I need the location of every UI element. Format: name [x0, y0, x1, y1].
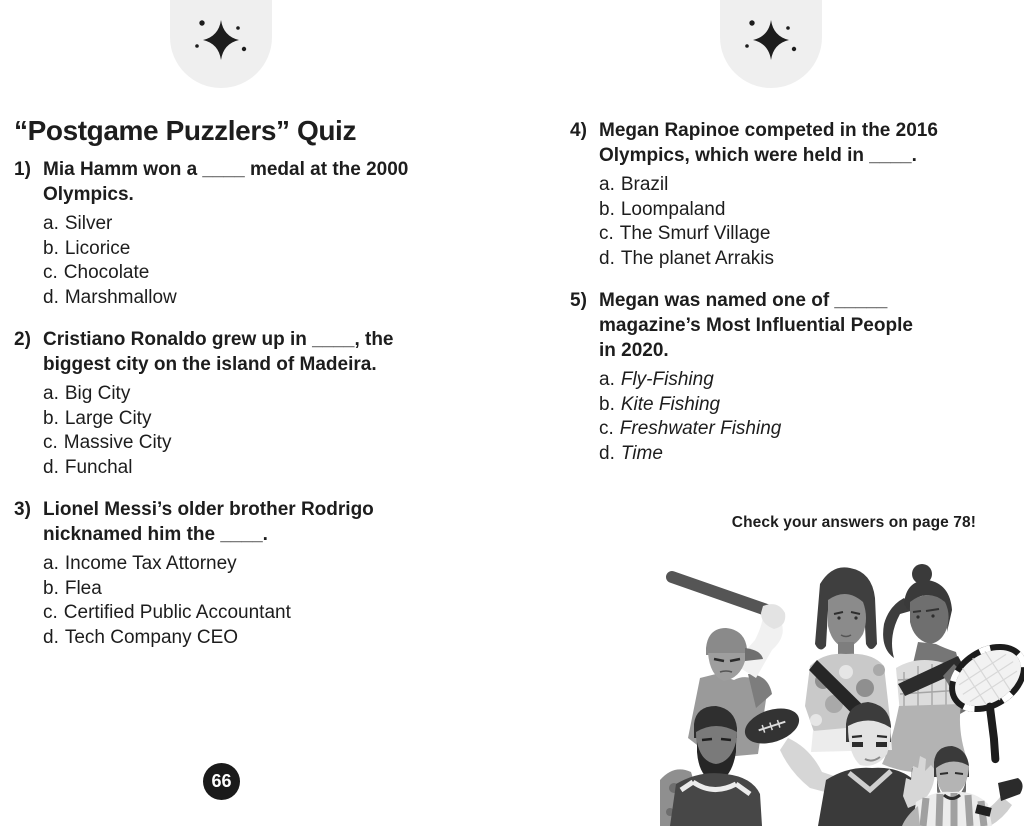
answer-option	[599, 198, 1000, 223]
option-text: Fly-Fishing	[620, 369, 714, 390]
option-text: Tech Company CEO	[64, 626, 239, 648]
quiz-question-3	[14, 497, 474, 650]
answers-note: Check your answers on page 78!	[731, 514, 976, 531]
quiz-question-2	[14, 327, 474, 480]
option-letter: b.	[599, 198, 615, 220]
option-letter: a.	[43, 213, 59, 234]
sparkle-icon	[743, 18, 799, 71]
answer-option	[599, 173, 1000, 198]
question-text: Lionel Messi’s older brother Rodrigo nicknamed him the ____.	[43, 499, 374, 545]
option-letter: d.	[599, 442, 615, 464]
baseball-bat	[672, 577, 778, 614]
option-letter: b.	[43, 577, 59, 599]
answer-option	[599, 222, 1000, 247]
option-text: Big City	[64, 383, 131, 404]
option-letter: b.	[43, 237, 59, 259]
answer-option	[43, 407, 474, 432]
option-text: Brazil	[620, 174, 669, 195]
quiz-question-5	[570, 288, 1000, 466]
answer-option	[599, 417, 1000, 442]
answer-option	[599, 442, 1000, 467]
option-letter: a.	[43, 383, 59, 404]
right-page-tab	[720, 0, 822, 88]
answer-option	[43, 237, 474, 262]
quiz-title: “Postgame Puzzlers” Quiz	[14, 115, 357, 146]
right-page-column	[570, 118, 1000, 483]
option-text: Certified Public Accountant	[63, 602, 291, 623]
question-number: 2)	[14, 329, 31, 350]
left-page-column	[14, 112, 474, 667]
option-letter: b.	[599, 393, 615, 415]
question-text: Megan was named one of _____ magazine’s Most Influential People in 2020.	[599, 290, 913, 361]
option-letter: c.	[599, 418, 614, 439]
quiz-question-1	[14, 157, 474, 310]
option-letter: d.	[43, 456, 59, 478]
option-text: Kite Fishing	[620, 393, 721, 415]
option-text: Chocolate	[63, 262, 150, 283]
quiz-question-4	[570, 118, 1000, 271]
answer-option	[43, 552, 474, 577]
question-number: 3)	[14, 499, 31, 520]
answer-option	[43, 577, 474, 602]
option-letter: c.	[43, 602, 58, 623]
answer-options	[570, 173, 1000, 271]
option-text: Marshmallow	[64, 286, 177, 308]
option-letter: d.	[43, 626, 59, 648]
question-number: 1)	[14, 159, 31, 180]
option-text: Silver	[64, 213, 113, 234]
option-text: Large City	[64, 407, 152, 429]
question-number: 5)	[570, 290, 587, 311]
option-letter: c.	[43, 262, 58, 283]
option-letter: d.	[599, 247, 615, 269]
option-letter: a.	[43, 553, 59, 574]
page-number-badge: 66	[203, 763, 240, 800]
answer-option	[43, 261, 474, 286]
question-number: 4)	[570, 120, 587, 141]
option-letter: c.	[43, 432, 58, 453]
option-letter: a.	[599, 369, 615, 390]
sparkle-icon	[193, 18, 249, 71]
option-text: Income Tax Attorney	[64, 553, 237, 574]
answer-option	[43, 431, 474, 456]
question-text: Cristiano Ronaldo grew up in ____, the biggest city on the island of Madeira.	[43, 329, 394, 375]
athletes-illustration	[660, 556, 1024, 826]
answer-option	[599, 368, 1000, 393]
option-text: Time	[620, 442, 663, 464]
option-text: Licorice	[64, 237, 131, 259]
option-text: Funchal	[64, 456, 133, 478]
option-text: The Smurf Village	[619, 223, 771, 244]
answer-option	[43, 601, 474, 626]
option-text: The planet Arrakis	[620, 247, 774, 269]
question-text: Mia Hamm won a ____ medal at the 2000 Olympics.	[43, 159, 409, 205]
answer-option	[43, 212, 474, 237]
option-letter: b.	[43, 407, 59, 429]
question-text: Megan Rapinoe competed in the 2016 Olympics, which were held in ____.	[599, 120, 938, 166]
option-letter: a.	[599, 174, 615, 195]
option-text: Freshwater Fishing	[619, 418, 782, 439]
answer-option	[43, 456, 474, 481]
answer-option	[43, 626, 474, 651]
answer-options	[570, 368, 1000, 466]
answer-option	[43, 382, 474, 407]
option-letter: c.	[599, 223, 614, 244]
answer-option	[599, 247, 1000, 272]
left-page-tab	[170, 0, 272, 88]
answer-options	[14, 552, 474, 650]
answer-option	[599, 393, 1000, 418]
option-text: Loompaland	[620, 198, 726, 220]
answer-options	[14, 382, 474, 480]
option-text: Massive City	[63, 432, 172, 453]
answer-options	[14, 212, 474, 310]
option-letter: d.	[43, 286, 59, 308]
answer-option	[43, 286, 474, 311]
option-text: Flea	[64, 577, 102, 599]
